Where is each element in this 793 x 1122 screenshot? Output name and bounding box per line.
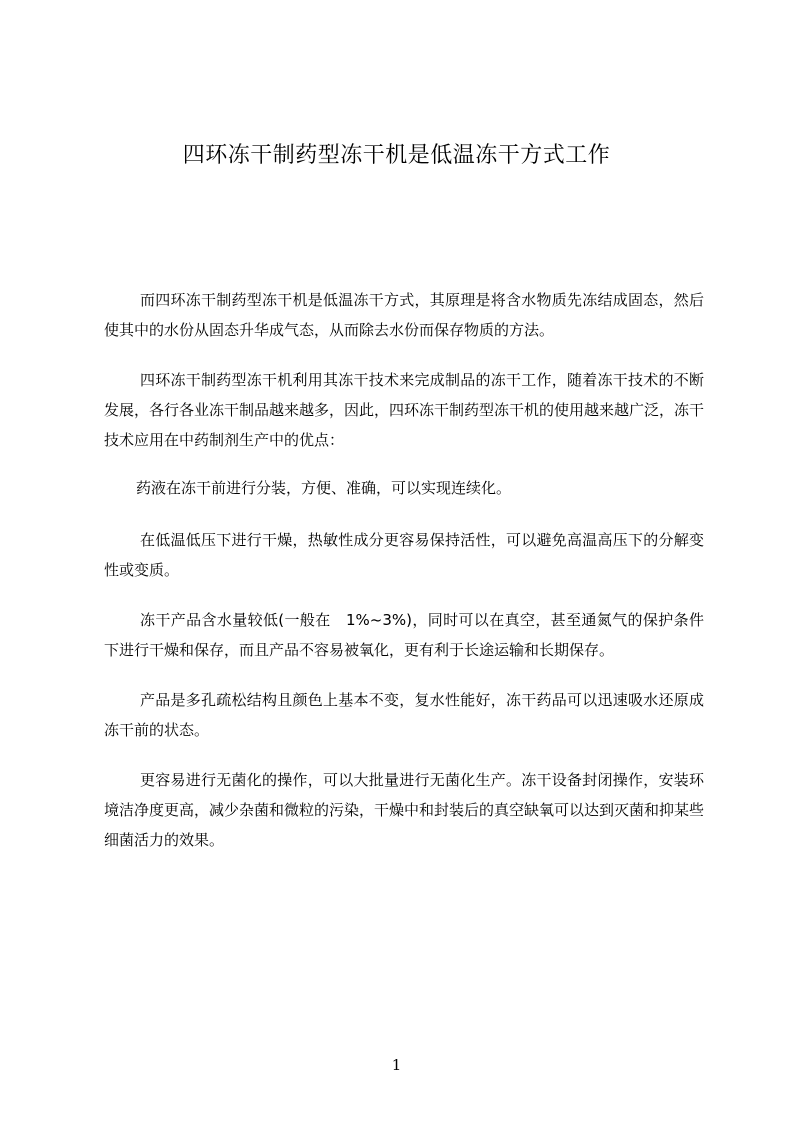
document-title: 四环冻干制药型冻干机是低温冻干方式工作 <box>182 143 611 168</box>
paragraph-advantage-low-temp: 在低温低压下进行干燥，热敏性成分更容易保持活性，可以避免高温高压下的分解变性或变质。 <box>104 531 704 579</box>
paragraph-advantage-structure: 产品是多孔疏松结构且颜色上基本不变，复水性能好，冻干药品可以迅速吸水还原成冻干前的状态。 <box>104 691 704 739</box>
page-number: 1 <box>391 1056 402 1074</box>
paragraph-principle: 而四环冻干制药型冻干机是低温冻干方式，其原理是将含水物质先冻结成固态，然后使其中的水份从固态升华成气态，从而除去水份而保存物质的方法。 <box>104 291 704 339</box>
paragraph-advantage-dispensing: 药液在冻干前进行分装，方便、准确，可以实现连续化。 <box>136 479 512 497</box>
paragraph-application: 四环冻干制药型冻干机利用其冻干技术来完成制品的冻干工作，随着冻干技术的不断发展，各行各业冻干制品越来越多，因此，四环冻干制药型冻干机的使用越来越广泛，冻干技术应用在中药制剂生产中的优点： <box>104 371 705 449</box>
paragraph-advantage-moisture: 冻干产品含水量较低(一般在 1%~3%)，同时可以在真空，甚至通氮气的保护条件下进行干燥和保存，而且产品不容易被氧化，更有利于长途运输和长期保存。 <box>104 611 704 659</box>
paragraph-advantage-sterile: 更容易进行无菌化的操作，可以大批量进行无菌化生产。冻干设备封闭操作，安装环境洁净度更高，减少杂菌和微粒的污染，干燥中和封装后的真空缺氧可以达到灭菌和抑某些细菌活力的效果。 <box>104 771 705 849</box>
